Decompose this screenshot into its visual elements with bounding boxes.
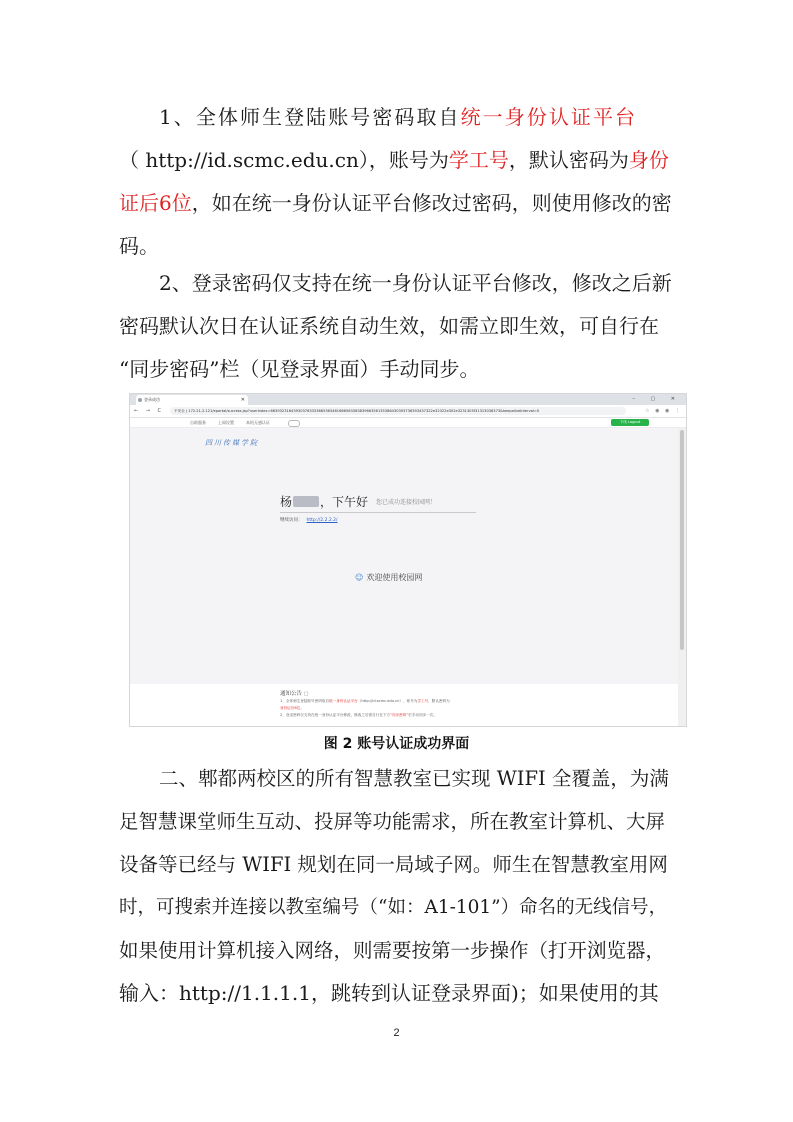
welcome-text: 欢迎使用校园网 (366, 573, 423, 582)
notice-title: 通知公告 (280, 691, 303, 697)
notice-line1-highlight-2: 学工号 (417, 699, 429, 703)
continue-label: 继续访问： (280, 518, 303, 523)
paragraph-2 (119, 262, 675, 391)
p2-line-3: “同步密码”栏（见登录界面）手动同步。 (119, 357, 480, 381)
notice-line3-text-b: 栏手动同步一次。 (408, 713, 437, 717)
notice-line3-highlight: “同步密码” (390, 713, 409, 717)
p1-line2-text: （ http://id.scmc.edu.cn），账号为 (119, 148, 449, 172)
notice-line1-highlight-1: 统一身份认证平台 (329, 699, 358, 703)
continue-link[interactable]: http://2.2.2.2/ (306, 518, 338, 523)
notice-heading (280, 689, 309, 697)
school-logo: 四川传媒学院 (205, 439, 259, 447)
p1-line2-text-b: ，默认密码为 (508, 148, 629, 172)
nav-buttons[interactable]: ← → C (134, 408, 165, 414)
p1-line3-highlight: 证后6位 (119, 191, 192, 215)
chat-bubble-icon: ◌ (303, 691, 309, 697)
tab-title: 登录成功 (144, 397, 160, 402)
bookmark-seamless-auth[interactable]: 本机无感认证 (246, 420, 270, 425)
notice-line3-text: 2、登录密码仅支持在统一身份认证平台修改，修改之后需自行在下方 (280, 713, 391, 717)
paragraph-3 (119, 757, 675, 1015)
p3-line-5: 如果使用计算机接入网络，则需要按第一步操作（打开浏览器， (119, 939, 666, 962)
greeting-suffix: ，下午好 (320, 495, 369, 509)
notice-line1-text-b: （http://id.scmc.edu.cn），账号为 (357, 699, 418, 703)
notice-line-1 (280, 699, 450, 704)
p1-line-3 (119, 182, 675, 225)
p2-line-1: 2、登录密码仅支持在统一身份认证平台修改，修改之后新 (159, 271, 672, 295)
p1-line1-text: 1、全体师生登陆账号密码取自 (159, 105, 461, 129)
notice-panel (130, 684, 678, 726)
divider (280, 512, 476, 513)
notice-line1-text: 1、全体师生登陆账号密码取自 (280, 699, 330, 703)
p1-line2-highlight-1: 学工号 (448, 148, 509, 172)
p3-line-4: 时，可搜索并连接以教室编号（“如：A1-101”）命名的无线信号， (119, 897, 668, 918)
page-content (130, 428, 678, 684)
figure-caption: 图 2 账号认证成功界面 (323, 736, 470, 752)
browser-tab-bar (130, 394, 686, 405)
p1-line-4: 码。 (119, 234, 159, 258)
url-field[interactable]: 不安全 | 172.21.2.121/eportal/success.jsp?userIndex=66393231643930376333366536346166656336383966356135386430393736393437322e32322e302e3231305f31313036373&keepaliveInterval=0 (170, 407, 626, 415)
notice-line-3 (280, 713, 437, 718)
p1-line-2 (119, 139, 675, 182)
redacted-name (293, 496, 319, 507)
greeting-subtitle: 您已成功连接校园网！ (376, 499, 437, 506)
bookmarks-bar (130, 418, 686, 428)
browser-address-bar (130, 405, 686, 418)
welcome-message (355, 572, 422, 583)
p1-line2-highlight-2: 身份 (628, 148, 669, 172)
embedded-screenshot (129, 393, 687, 727)
tab-close-icon[interactable]: ✕ (240, 397, 245, 403)
p1-line-1 (119, 96, 635, 139)
paragraph-1 (119, 96, 675, 268)
p3-line-2: 足智慧课堂师生互动、投屏等功能需求，所在教室计算机、大屏 (119, 810, 666, 833)
bookmark-network-settings[interactable]: 上网设置 (218, 420, 234, 425)
greeting (280, 493, 436, 510)
greeting-name: 杨 (280, 495, 293, 509)
smile-icon: ☺ (355, 573, 364, 582)
extension-icons[interactable]: ☆ ◉ ◉ ⋮ (645, 408, 682, 414)
notice-line2-highlight: 身份证后6位 (280, 706, 301, 710)
p2-line-2: 密码默认次日在认证系统自动生效，如需立即生效，可自行在 (119, 314, 659, 338)
window-controls[interactable]: – ▢ ✕ (632, 396, 682, 402)
scrollbar-thumb[interactable] (680, 430, 684, 650)
p1-line1-highlight: 统一身份认证平台 (460, 105, 636, 129)
notice-line1-text-c: ，默认密码为 (428, 699, 450, 703)
seamless-auth-toggle[interactable] (288, 420, 300, 427)
browser-tab[interactable] (136, 395, 248, 405)
p3-line-1: 二、郫都两校区的所有智慧教室已实现 WIFI 全覆盖，为满 (159, 767, 669, 790)
p3-line-3: 设备等已经与 WIFI 规划在同一局域子网。师生在智慧教室用网 (119, 853, 668, 876)
notice-line-2 (280, 706, 304, 711)
p1-line3-text: ，如在统一身份认证平台修改过密码，则使用修改的密 (191, 191, 672, 215)
p3-line-6: 输入：http://1.1.1.1，跳转到认证登录界面)；如果使用的其 (119, 981, 659, 1005)
page-number: 2 (393, 1027, 400, 1039)
continue-visit (280, 517, 338, 523)
bookmark-self-service[interactable]: 自助服务 (190, 420, 206, 425)
logout-button[interactable]: 下线 Logout (611, 419, 649, 426)
tab-favicon-icon (138, 398, 142, 402)
notice-line2-text: 。 (300, 706, 304, 710)
